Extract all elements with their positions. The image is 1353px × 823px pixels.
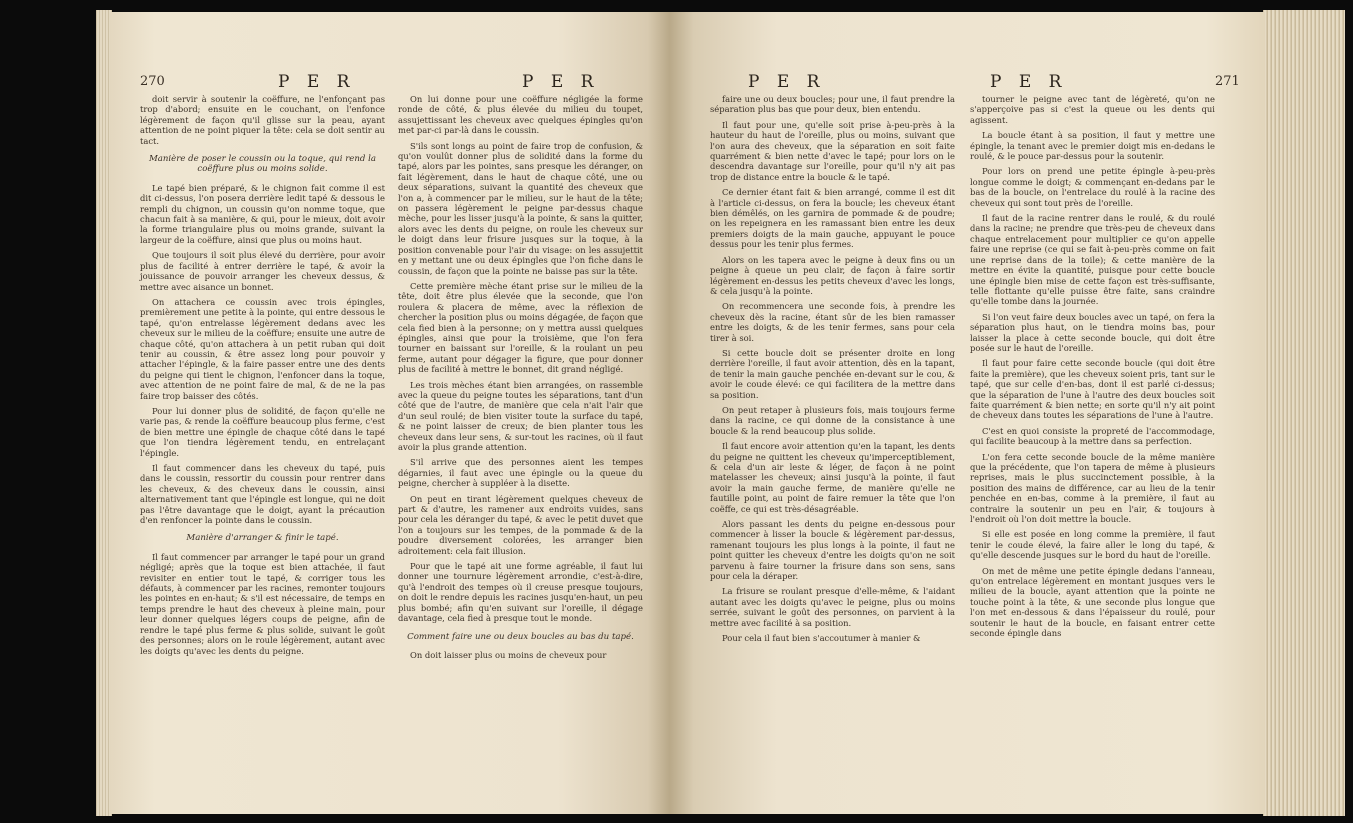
paragraph: On doit laisser plus ou moins de cheveux pour — [410, 649, 607, 660]
running-header: P E R — [990, 72, 1068, 92]
paragraph: On recommencera une seconde fois, à prendre les cheveux dès la racine, étant sûr de les bien ramasser entre les doigts, & de les tenir fermes, sans pour cela tirer à soi. — [710, 301, 955, 343]
paragraph: Cette première mèche étant prise sur le milieu de la tête, doit être plus élevée que la seconde, que l'on roulera & placera de même, avec la réflexion de chercher la position plus ou moins dégagée, de façon que cela fied bien à la personne; on y mettra aussi quelques épingles, ainsi que pour la troisième, que l'on fera tourner en baissant sur l'oreille, & la roulant un peu ferme, autant pour dégager la figure, que pour donner plus de facilité à mettre le bonnet, dit grand négligé. — [398, 280, 643, 375]
paragraph: La boucle étant à sa position, il faut y mettre une épingle, la tenant avec le premier doigt mis en-dedans le roulé, & le pouce par-dessus pour la soutenir. — [970, 130, 1215, 162]
paragraph: Que toujours il soit plus élevé du derrière, pour avoir plus de facilité à entrer derrière le tapé, & avoir la jouissance de pouvoir arranger les cheveux dessus, & mettre avec aisance un bonnet. — [140, 250, 385, 292]
right-page-edges — [1263, 10, 1345, 816]
paragraph: Il faut pour faire cette seconde boucle (qui doit être faite la première), que les cheveux soient pris, tant sur le tapé, que sur celle d'en-bas, dont il est parlé ci-dessus; que la séparation de l'une à l'autre des deux boucles soit faite quarrément & bien nette; en sorte qu'il n'y ait point de cheveux dans toutes les séparations de l'une à l'autre. — [970, 358, 1215, 421]
paragraph: Si elle est posée en long comme la première, il faut tenir le coude élevé, la faire aller le long du tapé, & qu'elle descende jusques sur le bord du haut de l'oreille. — [970, 529, 1215, 561]
section-heading: Manière d'arranger & finir le tapé. — [186, 533, 339, 544]
text-column-right — [970, 94, 1215, 644]
paragraph: Pour que le tapé ait une forme agréable, il faut lui donner une tournure légèrement arrondie, c'est-à-dire, qu'à l'endroit des tempes où il creuse presque toujours, on doit le rendre depuis les racines jusqu'en-haut, un peu plus bombé; afin qu'en suivant sur l'oreille, il dégage davantage, cela fied à presque tout le monde. — [398, 561, 643, 624]
paragraph: Si cette boucle doit se présenter droite en long derrière l'oreille, il faut avoir attention, dès en la tapant, de tenir la main gauche penchée en-devant sur le cou, & avoir le coude élevé: ce qui facilitera de la mettre dans sa position. — [710, 347, 955, 400]
paragraph: On lui donne pour une coëffure négligée la forme ronde de côté, & plus élevée du milieu du toupet, assujettissant les cheveux avec quelques épingles qu'on met par-ci par-là dans le coussin. — [398, 94, 643, 136]
paragraph: Le tapé bien préparé, & le chignon fait comme il est dit ci-dessus, l'on posera derrière ledit tapé & dessous le rempli du chignon, un coussin qu'on nomme toque, que chacun fait à sa manière, & qui, pour le mieux, doit avoir la forme triangulaire plus ou moins grande, suivant la largeur de la coëffure, ainsi que plus ou moins haut. — [140, 182, 385, 245]
running-header: P E R — [522, 72, 600, 92]
paragraph: Il faut de la racine rentrer dans le roulé, & du roulé dans la racine; ne prendre que très-peu de cheveux dans chaque entrelacement pour multiplier ce qu'on appelle faire une reprise (ce qui se fait à-peu-près comme on fait une reprise dans de la toile); & cette manière de la mettre en évite la quantité, puisque pour cette boucle une épingle bien mise de cette façon est très-suffisante, telle flottante qu'elle puisse être faite, sans craindre qu'elle tombe dans la journée. — [970, 213, 1215, 307]
page-number: 271 — [1215, 74, 1240, 89]
paragraph: Pour lors on prend une petite épingle à-peu-près longue comme le doigt; & commençant en-dedans par le bas de la boucle, on l'entrelace du roulé à la racine des cheveux qui sont tout près de l'oreille. — [970, 166, 1215, 208]
paragraph: L'on fera cette seconde boucle de la même manière que la précédente, que l'on tapera de même à plusieurs reprises, mais le plus succinctement possible, à la position des mains de différence, car au lieu de la tenir penchée en en-bas, comme à la première, il faut au contraire la soutenir un peu en l'air, & toujours à l'endroit où l'on doit mettre la boucle. — [970, 451, 1215, 525]
text-column-left — [710, 94, 955, 649]
paragraph: S'ils sont longs au point de faire trop de confusion, & qu'on voulût donner plus de solidité dans la forme du tapé, alors par les pointes, sans presque les déranger, on fait légèrement, dans le haut de chaque côté, une ou deux séparations, suivant la quantité des cheveux que l'on a, à commencer par le milieu, sur le haut de la tête; on passera légèrement le peigne par-dessus chaque mèche, pour les lisser jusqu'à la pointe, & sans la quitter, alors avec les dents du peigne, on roule les cheveux sur le doigt dans leur frisure jusques sur la toque, à la position convenable pour l'air du visage: on les assujettit en y mettant une ou deux épingles que l'on fiche dans le coussin, de façon que la pointe ne baisse pas sur la tête. — [398, 140, 643, 276]
right-page — [670, 12, 1265, 814]
running-header: P E R — [748, 72, 826, 92]
paragraph: On attachera ce coussin avec trois épingles, premièrement une petite à la pointe, qui entre dessous le tapé, qu'on entrelasse légèrement dedans avec les cheveux sur le milieu de la coëffure; ensuite une autre de chaque côté, qu'on attachera à un petit ruban qui doit tenir au coussin, & être assez long pour pouvoir y attacher l'épingle, & la faire passer entre une des dents du peigne qui tient le chignon, l'enfoncer dans la toque, avec attention de ne point faire de mal, & de ne la pas faire trop baisser des côtés. — [140, 296, 385, 401]
paragraph: Il faut encore avoir attention qu'en la tapant, les dents du peigne ne quittent les cheveux qu'imperceptiblement, & cela d'un air leste & léger, de façon à ne point matelasser les cheveux; ainsi jusqu'à la pointe, il faut avoir la main gauche ferme, de manière qu'elle ne fautille point, au point de faire remuer la tête que l'on coëffe, ce qui est très-désagréable. — [710, 441, 955, 514]
paragraph: doit servir à soutenir la coëffure, ne l'enfonçant pas trop d'abord; ensuite en le couchant, on l'enfonce légèrement de façon qu'il glisse sur la peau, ayant attention de ne point piquer la tête: cela se doit sentir au tact. — [140, 94, 385, 146]
section-heading: Comment faire une ou deux boucles au bas du tapé. — [407, 631, 634, 642]
running-header: P E R — [278, 72, 356, 92]
paragraph: On peut retaper à plusieurs fois, mais toujours ferme dans la racine, ce qui donne de la consistance à une boucle & la rend beaucoup plus solide. — [710, 404, 955, 436]
paragraph: Ce dernier étant fait & bien arrangé, comme il est dit à l'article ci-dessus, on fera la boucle; les cheveux étant bien démêlés, on les garnira de pommade & de poudre; on les repeignera en les ramassant bien entre les deux premiers doigts de la main gauche, appuyant le pouce dessus pour les tenir plus fermes. — [710, 187, 955, 250]
paragraph: Il faut commencer dans les cheveux du tapé, puis dans le coussin, ressortir du coussin pour rentrer dans les cheveux, & des cheveux dans le coussin, ainsi alternativement tant que l'épingle est longue, qui ne doit pas l'être davantage que le doigt, ayant la précaution d'en renfoncer la pointe dans le coussin. — [140, 463, 385, 526]
paragraph: On met de même une petite épingle dedans l'anneau, qu'on entrelace légèrement en montant jusques vers le milieu de la boucle, ayant attention que la pointe ne touche point à la tête, & une seconde plus longue que l'on met en-dessous & dans l'épaisseur du roulé, pour soutenir le haut de la boucle, en faisant entrer cette seconde épingle dans — [970, 565, 1215, 639]
paragraph: tourner le peigne avec tant de légèreté, qu'on ne s'apperçoive pas si c'est la queue ou les dents qui agissent. — [970, 94, 1215, 125]
paragraph: C'est en quoi consiste la propreté de l'accommodage, qui facilite beaucoup à la mettre dans sa perfection. — [970, 425, 1215, 447]
paragraph: S'il arrive que des personnes aient les tempes dégarnies, il faut avec une épingle ou la queue du peigne, chercher à suppléer à la disette. — [398, 457, 643, 489]
text-column-left — [140, 94, 385, 661]
paragraph: Les trois mèches étant bien arrangées, on rassemble avec la queue du peigne toutes les séparations, tant d'un côté que de l'autre, de manière que cela n'ait l'air que d'un seul roulé; de bien visiter toute la surface du tapé, & ne point laisser de creux; de bien planter tous les cheveux dans leur sens, & sur-tout les racines, où il faut avoir la plus grande attention. — [398, 379, 643, 452]
paragraph: Il faut commencer par arranger le tapé pour un grand négligé; après que la toque est bien attachée, il faut revisiter en entier tout le tapé, & corriger tous les défauts, à commencer par les racines, remonter toujours les pointes en en-haut; & s'il est nécessaire, de temps en temps prendre le haut des cheveux à pleine main, pour leur donner quelques légers coups de peigne, afin de rendre le tapé plus ferme & plus solide, suivant le goût des personnes; alors on le roule légèrement, autant avec les doigts qu'avec les dents du peigne. — [140, 551, 385, 656]
left-page — [110, 12, 670, 814]
paragraph: Si l'on veut faire deux boucles avec un tapé, on fera la séparation plus haut, on le tiendra moins bas, pour laisser la place à cette seconde boucle, qui doit être posée sur le haut de l'oreille. — [970, 311, 1215, 353]
paragraph: Alors passant les dents du peigne en-dessous pour commencer à lisser la boucle & légèrement par-dessus, ramenant toujours les plus longs à la pointe, il faut ne point quitter les cheveux d'entre les doigts qu'on ne soit parvenu à faire tourner la frisure dans son sens, sans pour cela la déraper. — [710, 519, 955, 582]
paragraph: Alors on les tapera avec le peigne à deux fins ou un peigne à queue un peu clair, de façon à faire sortir légèrement en-dessus les petits cheveux d'avec les longs, & cela jusqu'à la pointe. — [710, 254, 955, 296]
page-number: 270 — [140, 74, 165, 89]
paragraph: Pour lui donner plus de solidité, de façon qu'elle ne varie pas, & rende la coëffure beaucoup plus ferme, c'est de bien mettre une épingle de chaque côté dans le tapé que l'on tiendra légèrement tendu, en entrelaçant l'épingle. — [140, 405, 385, 458]
paragraph: Pour cela il faut bien s'accoutumer à manier & — [722, 633, 921, 644]
section-heading: Manière de poser le coussin ou la toque, qui rend la coëffure plus ou moins solide. — [148, 154, 377, 175]
paragraph: La frisure se roulant presque d'elle-même, & l'aidant autant avec les doigts qu'avec le peigne, plus ou moins serrée, suivant le goût des personnes, on parvient à la mettre avec facilité à sa position. — [710, 586, 955, 628]
paragraph: On peut en tirant légèrement quelques cheveux de part & d'autre, les ramener aux endroits vuides, sans pour cela les déranger du tapé, & avec le petit duvet que l'on a toujours sur les tempes, de la pommade & de la poudre diversement colorées, les arranger bien adroitement: cela fait illusion. — [398, 493, 643, 556]
text-column-right — [398, 94, 643, 665]
open-book — [110, 12, 1265, 814]
paragraph: faire une ou deux boucles; pour une, il faut prendre la séparation plus bas que pour deux, bien entendu. — [710, 94, 955, 115]
paragraph: Il faut pour une, qu'elle soit prise à-peu-près à la hauteur du haut de l'oreille, plus ou moins, suivant que l'on aura des cheveux, que la séparation en soit faite quarrément & bien nette d'avec le tapé; pour lors on le descendra davantage sur l'oreille, pour qu'il n'y ait pas trop de distance entre la boucle & le tapé. — [710, 119, 955, 182]
